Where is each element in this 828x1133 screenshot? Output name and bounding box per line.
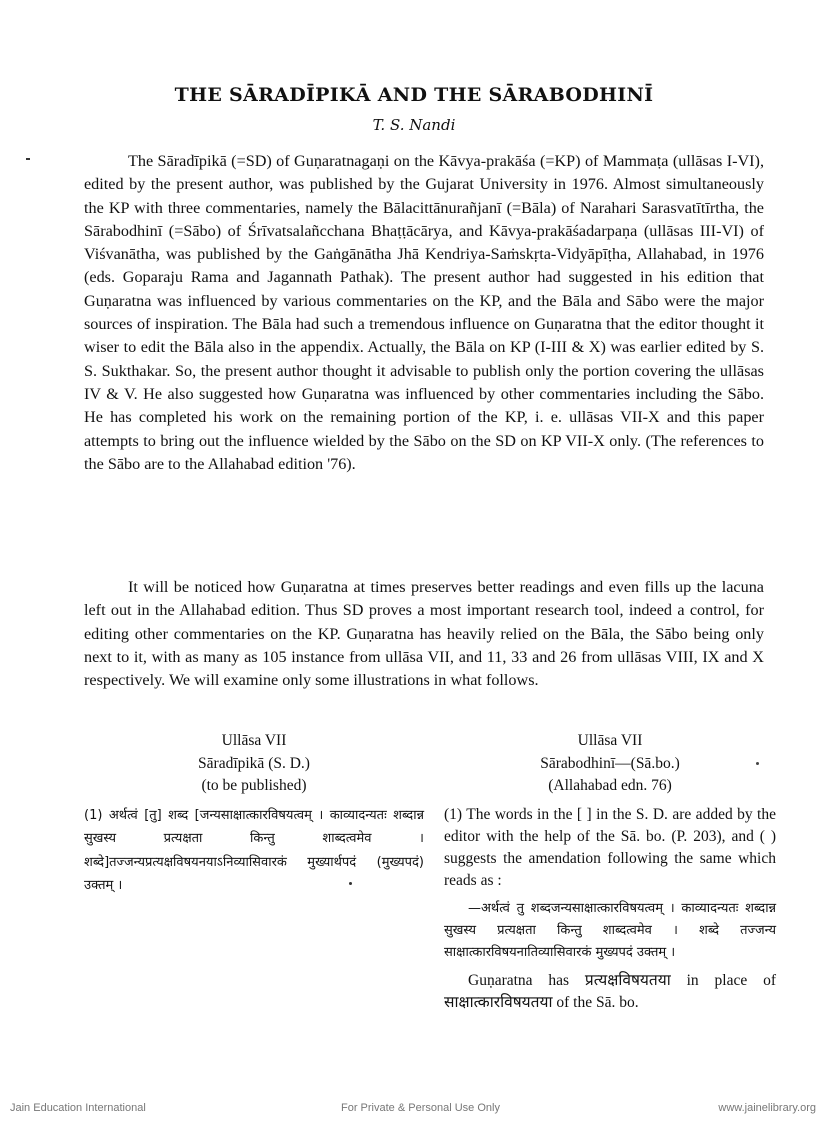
right-heading-note: (Allahabad edn. 76): [548, 777, 672, 794]
right-heading-work: Sārabodhinī—(Sā.bo.): [540, 754, 680, 772]
footer-usage-note: For Private & Personal Use Only: [341, 1102, 500, 1114]
right-comparison: Guṇaratna has प्रत्यक्षविषयतया in place of साक्षात्कारविषयतया of the Sā. bo.: [444, 971, 776, 1011]
left-heading-ullasa: Ullāsa VII: [221, 732, 287, 749]
right-heading-ullasa: Ullāsa VII: [577, 732, 643, 749]
left-heading-work: Sāradīpikā (S. D.): [198, 754, 310, 772]
right-sanskrit-text: —अर्थत्वं तु शब्दजन्यसाक्षात्कारविषयत्वम् । काव्यादन्यतः शब्दान्न सुखस्य प्रत्यक्षता किन्तु शाब्दत्वमेव । शब्दे तज्जन्य साक्षात्कारविषयनातिव्यासिवारकं मुख्यपदं उक्तम् ।: [444, 900, 776, 960]
footer-publisher: Jain Education International: [10, 1102, 146, 1114]
stray-mark: [756, 762, 759, 765]
paragraph-second: It will be noticed how Guṇaratna at times preserves better readings and even fills up the lacuna left out in the Allahabad edition. Thus SD proves a most important research tool, indeed a control, for editing other commentaries on the KP. Guṇaratna has heavily relied on the Bāla, the Sābo being only next to it, with as many as 105 instance from ullāsa VII, and 11, 33 and 26 from ullāsas VIII, IX and X respectively. We will examine only some illustrations in what follows.: [84, 578, 764, 690]
margin-mark: [26, 158, 30, 160]
stray-dot: [349, 882, 352, 885]
left-heading-note: (to be published): [201, 777, 307, 794]
left-column: [84, 730, 424, 898]
right-explanation: (1) The words in the [ ] in the S. D. are added by the editor with the help of the Sā. bo. (P. 203), and ( ) suggests the amendation following the same which reads as :: [444, 805, 776, 889]
footer-website: www.jainelibrary.org: [718, 1102, 816, 1114]
paragraph-intro: The Sāradīpikā (=SD) of Guṇaratnagaṇi on the Kāvya-prakāśa (=KP) of Mammaṭa (ullāsas I-VI), edited by the present author, was published by the Gujarat University in 1976. Almost simultaneously the KP with three commentaries, namely the Bālacittānurañjanī (=Bāla) of Narahari Sarasvatītīrtha, the Sārabodhinī (=Sābo) of Śrīvatsalañcchana Bhaṭṭācārya, and Kāvya-prakāśadarpaṇa (ullāsas III-VI) of Viśvanātha, was published by the Gaṅgānātha Jhā Kendriya-Saṁskṛta-Vidyāpīṭha, Allahabad, in 1976 (eds. Goparaju Rama and Jagannath Pathak). The present author had suggested in his edition that Guṇaratna was influenced by various commentaries on the KP, and the Bāla and Sābo were the major sources of inspiration. The Bāla had such a tremendous influence on Guṇaratna that the editor thought it wiser to edit the Bāla also in the appendix. Actually, the Bāla on KP (I-III & X) was earlier edited by S. S. Sukthakar. So, the present author thought it advisable to publish only the portion covering the ullāsas IV & V. He also suggested how Guṇaratna was influenced by other commentaries including the Sābo. He has completed his work on the remaining portion of the KP, i. e. ullāsas VII-X and this paper attempts to bring out the influence wielded by the Sābo on the SD on KP VII-X only. (The references to the Sābo are to the Allahabad edition '76).: [84, 152, 764, 473]
left-sanskrit-text: (1) अर्थत्वं [तु] शब्द [जन्यसाक्षात्कारविषयत्वम् । काव्यादन्यतः शब्दान्न सुखस्य प्रत्यक्षता किन्तु शाब्दत्वमेव । शब्दे]तज्जन्यप्रत्यक्षविषयनयाऽनिव्यासिवारकं मुख्यार्थपदं (मुख्यपदं) उक्तम् ।: [84, 807, 424, 893]
author-name: T. S. Nandi: [372, 116, 456, 134]
article-title: THE SĀRADĪPIKĀ AND THE SĀRABODHINĪ: [174, 84, 654, 106]
right-column: [444, 730, 776, 1014]
